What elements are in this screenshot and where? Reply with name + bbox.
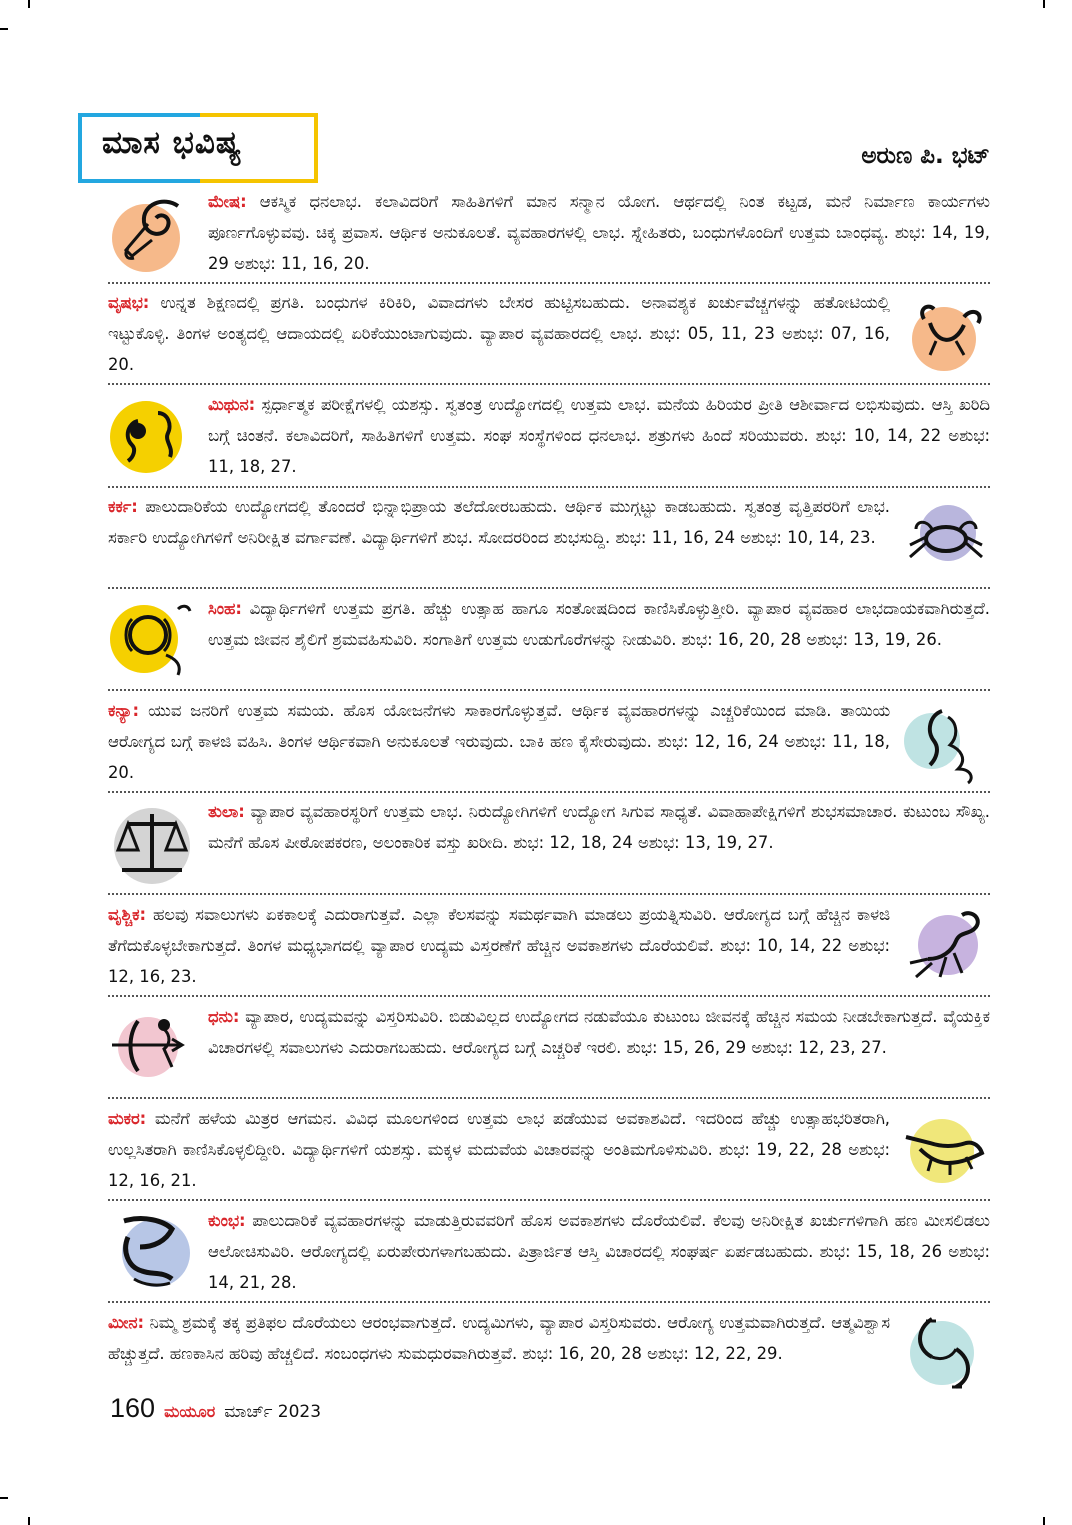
divider xyxy=(108,1097,990,1099)
sign-name: ಕರ್ಕ: xyxy=(108,497,138,516)
ram-icon xyxy=(108,188,196,276)
crop-mark xyxy=(28,0,30,8)
divider xyxy=(108,1301,990,1303)
crop-mark xyxy=(28,1517,30,1525)
sign-name: ವೃಷಭ: xyxy=(108,293,150,312)
bull-icon xyxy=(902,289,990,377)
sign-name: ಮಕರ: xyxy=(108,1109,147,1128)
horoscope-entry-mesha xyxy=(108,186,990,279)
sign-name: ವೃಶ್ಚಿಕ: xyxy=(108,905,147,924)
entry-text: ಮನೆಗೆ ಹಳೆಯ ಮಿತ್ರರ ಆಗಮನ. ವಿವಿಧ ಮೂಲಗಳಿಂದ ಉತ್ತಮ ಲಾಭ ಪಡೆಯುವ ಅವಕಾಶವಿದೆ. ಇದರಿಂದ ಹೆಚ್ಚು ಉತ್ಸಾಹಭರಿತರಾಗಿ, ಉಲ್ಲಸಿತರಾಗಿ ಕಾಣಿಸಿಕೊಳ್ಳಲಿದ್ದೀರಿ. ವಿದ್ಯಾರ್ಥಿಗಳಿಗೆ ಯಶಸ್ಸು. ಮಕ್ಕಳ ಮದುವೆಯ ವಿಚಾರವನ್ನು ಅಂತಿಮಗೊಳಿಸುವಿರಿ. ಶುಭ: 19, 22, 28 ಅಶುಭ: 12, 16, 21. xyxy=(108,1109,890,1190)
horoscope-entry-kumbha xyxy=(108,1205,990,1298)
entry-text: ಯುವ ಜನರಿಗೆ ಉತ್ತಮ ಸಮಯ. ಹೊಸ ಯೋಜನೆಗಳು ಸಾಕಾರಗೊಳ್ಳುತ್ತವೆ. ಆರ್ಥಿಕ ವ್ಯವಹಾರಗಳನ್ನು ಎಚ್ಚರಿಕೆಯಿಂದ ಮಾಡಿ. ತಾಯಿಯ ಆರೋಗ್ಯದ ಬಗ್ಗೆ ಕಾಳಜಿ ವಹಿಸಿ. ತಿಂಗಳ ಆರ್ಥಿಕವಾಗಿ ಅನುಕೂಲತೆ ಇರುವುದು. ಬಾಕಿ ಹಣ ಕೈಸೇರುವುದು. ಶುಭ: 12, 16, 24 ಅಶುಭ: 11, 18, 20. xyxy=(108,701,891,782)
divider xyxy=(108,689,990,691)
sign-name: ಕನ್ಯಾ: xyxy=(108,701,140,720)
crop-mark xyxy=(1043,1517,1045,1525)
divider xyxy=(108,282,990,284)
entry-text: ನಿಮ್ಮ ಶ್ರಮಕ್ಕೆ ತಕ್ಕ ಪ್ರತಿಫಲ ದೊರೆಯಲು ಆರಂಭವಾಗುತ್ತದೆ. ಉದ್ಯಮಿಗಳು, ವ್ಯಾಪಾರ ವಿಸ್ತರಿಸುವರು. ಆರೋಗ್ಯ ಉತ್ತಮವಾಗಿರುತ್ತದೆ. ಆತ್ಮವಿಶ್ವಾಸ ಹೆಚ್ಚುತ್ತದೆ. ಹಣಕಾಸಿನ ಹರಿವು ಹೆಚ್ಚಲಿದೆ. ಸಂಬಂಧಗಳು ಸುಮಧುರವಾಗಿರುತ್ತವೆ. ಶುಭ: 16, 20, 28 ಅಶುಭ: 12, 22, 29. xyxy=(108,1313,891,1363)
archer-icon xyxy=(108,1003,196,1091)
divider xyxy=(108,791,990,793)
horoscope-entry-makara xyxy=(108,1103,990,1196)
horoscope-entry-meena xyxy=(108,1307,990,1369)
sign-name: ಮೇಷ: xyxy=(208,192,247,211)
horoscope-entry-simha xyxy=(108,593,990,655)
horoscope-entry-vrishabha xyxy=(108,287,990,380)
entry-text: ವ್ಯಾಪಾರ ವ್ಯವಹಾರಸ್ಥರಿಗೆ ಉತ್ತಮ ಲಾಭ. ನಿರುದ್ಯೋಗಿಗಳಿಗೆ ಉದ್ಯೋಗ ಸಿಗುವ ಸಾಧ್ಯತೆ. ವಿವಾಹಾಪೇಕ್ಷಿಗಳಿಗೆ ಶುಭಸಮಾಚಾರ. ಕುಟುಂಬ ಸೌಖ್ಯ. ಮನೆಗೆ ಹೊಸ ಪೀಠೋಪಕರಣ, ಅಲಂಕಾರಿಕ ವಸ್ತು ಖರೀದಿ. ಶುಭ: 12, 18, 24 ಅಶುಭ: 13, 19, 27. xyxy=(208,802,990,852)
entry-text: ಉನ್ನತ ಶಿಕ್ಷಣದಲ್ಲಿ ಪ್ರಗತಿ. ಬಂಧುಗಳ ಕಿರಿಕಿರಿ, ವಿವಾದಗಳು ಬೇಸರ ಹುಟ್ಟಿಸಬಹುದು. ಅನಾವಶ್ಯಕ ಖರ್ಚುವೆಚ್ಚಗಳನ್ನು ಹತೋಟಿಯಲ್ಲಿ ಇಟ್ಟುಕೊಳ್ಳಿ. ತಿಂಗಳ ಅಂತ್ಯದಲ್ಲಿ ಆದಾಯದಲ್ಲಿ ಏರಿಕೆಯುಂಟಾಗುವುದು. ವ್ಯಾಪಾರ ವ್ಯವಹಾರದಲ್ಲಿ ಲಾಭ. ಶುಭ: 05, 11, 23 ಅಶುಭ: 07, 16, 20. xyxy=(108,293,890,374)
horoscope-entry-karka xyxy=(108,491,990,553)
page-number: 160 xyxy=(110,1393,156,1423)
sign-name: ಸಿಂಹ: xyxy=(208,599,242,618)
scales-icon xyxy=(108,798,196,886)
page-title: ಮಾಸ ಭವಿಷ್ಯ xyxy=(102,125,243,161)
page-header xyxy=(78,113,990,181)
horoscope-entry-dhanu xyxy=(108,1001,990,1063)
horoscope-entry-mithuna xyxy=(108,389,990,482)
horoscope-entry-kanya xyxy=(108,695,990,788)
author-name: ಅರುಣ ಪಿ. ಭಟ್ xyxy=(861,143,990,169)
issue-month: ಮಾರ್ಚ್ 2023 xyxy=(224,1402,322,1422)
sign-name: ಧನು: xyxy=(208,1007,240,1026)
water-pot-icon xyxy=(108,1207,196,1295)
crop-mark xyxy=(0,28,8,30)
divider xyxy=(108,587,990,589)
crop-mark xyxy=(0,1497,8,1499)
lion-icon xyxy=(108,595,196,683)
divider xyxy=(108,1199,990,1201)
twins-icon xyxy=(108,391,196,479)
magazine-name: ಮಯೂರ xyxy=(164,1402,216,1421)
horoscope-entry-vrishchika xyxy=(108,899,990,992)
divider xyxy=(108,995,990,997)
divider xyxy=(108,893,990,895)
horoscope-entry-tula xyxy=(108,796,990,858)
divider xyxy=(108,383,990,385)
sign-name: ಮೀನ: xyxy=(108,1313,145,1332)
crop-mark xyxy=(1043,0,1045,8)
sign-name: ಮಿಥುನ: xyxy=(208,395,256,414)
crocodile-icon xyxy=(902,1105,990,1193)
maiden-icon xyxy=(902,697,990,785)
entry-text: ಆಕಸ್ಮಿಕ ಧನಲಾಭ. ಕಲಾವಿದರಿಗೆ ಸಾಹಿತಿಗಳಿಗೆ ಮಾನ ಸನ್ಮಾನ ಯೋಗ. ಆರ್ಥದಲ್ಲಿ ನಿಂತ ಕಟ್ಟಡ, ಮನೆ ನಿರ್ಮಾಣ ಕಾರ್ಯಗಳು ಪೂರ್ಣಗೊಳ್ಳುವವು. ಚಿಕ್ಕ ಪ್ರವಾಸ. ಆರ್ಥಿಕ ಅನುಕೂಲತೆ. ವ್ಯವಹಾರಗಳಲ್ಲಿ ಲಾಭ. ಸ್ನೇಹಿತರು, ಬಂಧುಗಳೊಂದಿಗೆ ಉತ್ತಮ ಬಾಂಧವ್ಯ. ಶುಭ: 14, 19, 29 ಅಶುಭ: 11, 16, 20. xyxy=(208,192,990,273)
entry-text: ಪಾಲುದಾರಿಕೆಯ ಉದ್ಯೋಗದಲ್ಲಿ ತೊಂದರೆ ಭಿನ್ನಾಭಿಪ್ರಾಯ ತಲೆದೋರಬಹುದು. ಆರ್ಥಿಕ ಮುಗ್ಗಟ್ಟು ಕಾಡಬಹುದು. ಸ್ವತಂತ್ರ ವೃತ್ತಿಪರರಿಗೆ ಲಾಭ. ಸರ್ಕಾರಿ ಉದ್ಯೋಗಿಗಳಿಗೆ ಅನಿರೀಕ್ಷಿತ ವರ್ಗಾವಣೆ. ವಿದ್ಯಾರ್ಥಿಗಳಿಗೆ ಶುಭ. ಸೋದರರಿಂದ ಶುಭಸುದ್ದಿ. ಶುಭ: 11, 16, 24 ಅಶುಭ: 10, 14, 23. xyxy=(108,497,890,547)
entry-text: ವ್ಯಾಪಾರ, ಉದ್ಯಮವನ್ನು ವಿಸ್ತರಿಸುವಿರಿ. ಬಿಡುವಿಲ್ಲದ ಉದ್ಯೋಗದ ನಡುವೆಯೂ ಕುಟುಂಬ ಜೀವನಕ್ಕೆ ಹೆಚ್ಚಿನ ಸಮಯ ನೀಡಬೇಕಾಗುತ್ತದೆ. ವೈಯಕ್ತಿಕ ವಿಚಾರಗಳಲ್ಲಿ ಸವಾಲುಗಳು ಎದುರಾಗಬಹುದು. ಆರೋಗ್ಯದ ಬಗ್ಗೆ ಎಚ್ಚರಿಕೆ ಇರಲಿ. ಶುಭ: 15, 26, 29 ಅಶುಭ: 12, 23, 27. xyxy=(208,1007,990,1057)
divider xyxy=(108,486,990,488)
sign-name: ಕುಂಭ: xyxy=(208,1211,246,1230)
entry-text: ಪಾಲುದಾರಿಕೆ ವ್ಯವಹಾರಗಳನ್ನು ಮಾಡುತ್ತಿರುವವರಿಗೆ ಹೊಸ ಅವಕಾಶಗಳು ದೊರೆಯಲಿವೆ. ಕೆಲವು ಅನಿರೀಕ್ಷಿತ ಖರ್ಚುಗಳಿಗಾಗಿ ಹಣ ಮೀಸಲಿಡಲು ಆಲೋಚಿಸುವಿರಿ. ಆರೋಗ್ಯದಲ್ಲಿ ಏರುಪೇರುಗಳಾಗಬಹುದು. ಪಿತ್ರಾರ್ಜಿತ ಆಸ್ತಿ ವಿಚಾರದಲ್ಲಿ ಸಂಘರ್ಷ ಏರ್ಪಡಬಹುದು. ಶುಭ: 15, 18, 26 ಅಶುಭ: 14, 21, 28. xyxy=(208,1211,990,1292)
fish-icon xyxy=(902,1309,990,1397)
title-box xyxy=(78,113,318,179)
entry-text: ಹಲವು ಸವಾಲುಗಳು ಏಕಕಾಲಕ್ಕೆ ಎದುರಾಗುತ್ತವೆ. ಎಲ್ಲಾ ಕೆಲಸವನ್ನು ಸಮರ್ಥವಾಗಿ ಮಾಡಲು ಪ್ರಯತ್ನಿಸುವಿರಿ. ಆರೋಗ್ಯದ ಬಗ್ಗೆ ಹೆಚ್ಚಿನ ಕಾಳಜಿ ತೆಗೆದುಕೊಳ್ಳಬೇಕಾಗುತ್ತದೆ. ತಿಂಗಳ ಮಧ್ಯಭಾಗದಲ್ಲಿ ವ್ಯಾಪಾರ ಉದ್ಯಮ ವಿಸ್ತರಣೆಗೆ ಹೆಚ್ಚಿನ ಅವಕಾಶಗಳು ದೊರೆಯಲಿವೆ. ಶುಭ: 10, 14, 22 ಅಶುಭ: 12, 16, 23. xyxy=(108,905,890,986)
page-footer xyxy=(110,1393,321,1424)
sign-name: ತುಲಾ: xyxy=(208,802,245,821)
crab-icon xyxy=(902,493,990,581)
entry-text: ವಿದ್ಯಾರ್ಥಿಗಳಿಗೆ ಉತ್ತಮ ಪ್ರಗತಿ. ಹೆಚ್ಚು ಉತ್ಸಾಹ ಹಾಗೂ ಸಂತೋಷದಿಂದ ಕಾಣಿಸಿಕೊಳ್ಳುತ್ತೀರಿ. ವ್ಯಾಪಾರ ವ್ಯವಹಾರ ಲಾಭದಾಯಕವಾಗಿರುತ್ತದೆ. ಉತ್ತಮ ಜೀವನ ಶೈಲಿಗೆ ಶ್ರಮವಹಿಸುವಿರಿ. ಸಂಗಾತಿಗೆ ಉತ್ತಮ ಉಡುಗೊರೆಗಳನ್ನು ನೀಡುವಿರಿ. ಶುಭ: 16, 20, 28 ಅಶುಭ: 13, 19, 26. xyxy=(208,599,991,649)
entry-text: ಸ್ಪರ್ಧಾತ್ಮಕ ಪರೀಕ್ಷೆಗಳಲ್ಲಿ ಯಶಸ್ಸು. ಸ್ವತಂತ್ರ ಉದ್ಯೋಗದಲ್ಲಿ ಉತ್ತಮ ಲಾಭ. ಮನೆಯ ಹಿರಿಯರ ಪ್ರೀತಿ ಆಶೀರ್ವಾದ ಲಭಿಸುವುದು. ಆಸ್ತಿ ಖರಿದಿ ಬಗ್ಗೆ ಚಿಂತನೆ. ಕಲಾವಿದರಿಗೆ, ಸಾಹಿತಿಗಳಿಗೆ ಉತ್ತಮ. ಸಂಘ ಸಂಸ್ಥೆಗಳಿಂದ ಧನಲಾಭ. ಶತ್ರುಗಳು ಹಿಂದೆ ಸರಿಯುವರು. ಶುಭ: 10, 14, 22 ಅಶುಭ: 11, 18, 27. xyxy=(208,395,990,476)
scorpion-icon xyxy=(902,901,990,989)
